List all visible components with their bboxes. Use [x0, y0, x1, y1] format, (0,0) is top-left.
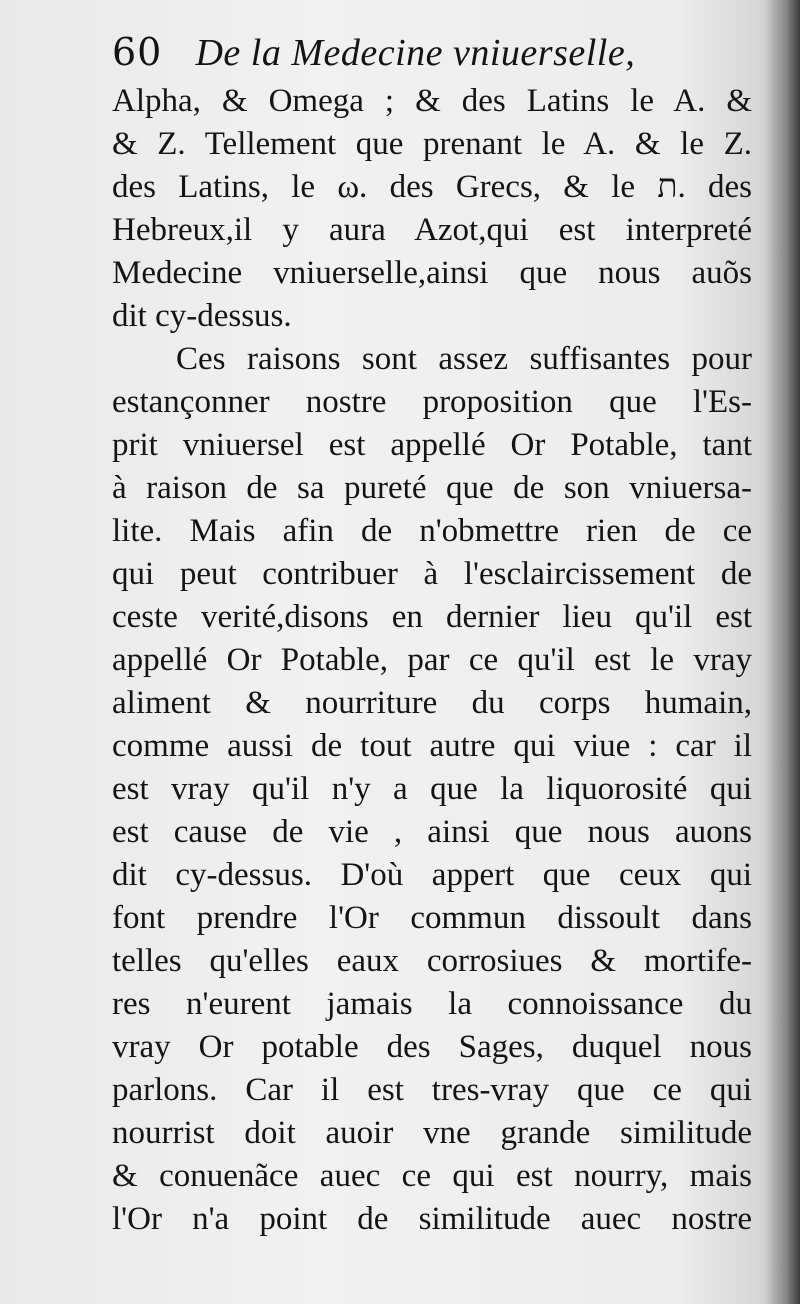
- text-line: Alpha, & Omega ; & des Latins le A. &: [112, 83, 752, 119]
- text-line: lite. Mais afin de n'obmettre rien de ce: [112, 513, 752, 549]
- text-line: Ces raisons sont assez suffisantes pour: [176, 341, 752, 377]
- text-line: estançonner nostre proposition que l'Es-: [112, 384, 752, 420]
- page-number: 60: [112, 30, 163, 74]
- text-line: font prendre l'Or commun dissoult dans: [112, 900, 752, 936]
- text-line: dit cy-dessus. D'où appert que ceux qui: [112, 857, 752, 893]
- running-title: De la Medecine vniuerselle,: [195, 32, 636, 74]
- text-line: nourrist doit auoir vne grande similitude: [112, 1115, 752, 1151]
- text-line: res n'eurent jamais la connoissance du: [112, 986, 752, 1022]
- text-line: qui peut contribuer à l'esclaircissement de: [112, 556, 752, 592]
- text-line: des Latins, le ω. des Grecs, & le ת. des: [112, 169, 752, 205]
- text-line: prit vniuersel est appellé Or Potable, tant: [112, 427, 752, 463]
- page-header: [112, 30, 712, 86]
- text-line: & Z. Tellement que prenant le A. & le Z.: [112, 126, 752, 162]
- text-line: l'Or n'a point de similitude auec nostre: [112, 1201, 752, 1237]
- page-gutter-shadow: [766, 0, 800, 1304]
- text-line: appellé Or Potable, par ce qu'il est le vray: [112, 642, 752, 678]
- text-line: vray Or potable des Sages, duquel nous: [112, 1029, 752, 1065]
- text-line: Medecine vniuerselle,ainsi que nous auõs: [112, 255, 752, 291]
- text-line: aliment & nourriture du corps humain,: [112, 685, 752, 721]
- text-line: à raison de sa pureté que de son vniuersa-: [112, 470, 752, 506]
- text-line: telles qu'elles eaux corrosiues & mortife-: [112, 943, 752, 979]
- body-text: [112, 80, 752, 1241]
- text-line: est cause de vie , ainsi que nous auons: [112, 814, 752, 850]
- text-line: est vray qu'il n'y a que la liquorosité qui: [112, 771, 752, 807]
- text-line: parlons. Car il est tres-vray que ce qui: [112, 1072, 752, 1108]
- text-line: comme aussi de tout autre qui viue : car il: [112, 728, 752, 764]
- text-line: Hebreux,il y aura Azot,qui est interpreté: [112, 212, 752, 248]
- text-line: & conuenãce auec ce qui est nourry, mais: [112, 1158, 752, 1194]
- text-line: ceste verité,disons en dernier lieu qu'il est: [112, 599, 752, 635]
- text-line: dit cy-dessus.: [112, 298, 292, 334]
